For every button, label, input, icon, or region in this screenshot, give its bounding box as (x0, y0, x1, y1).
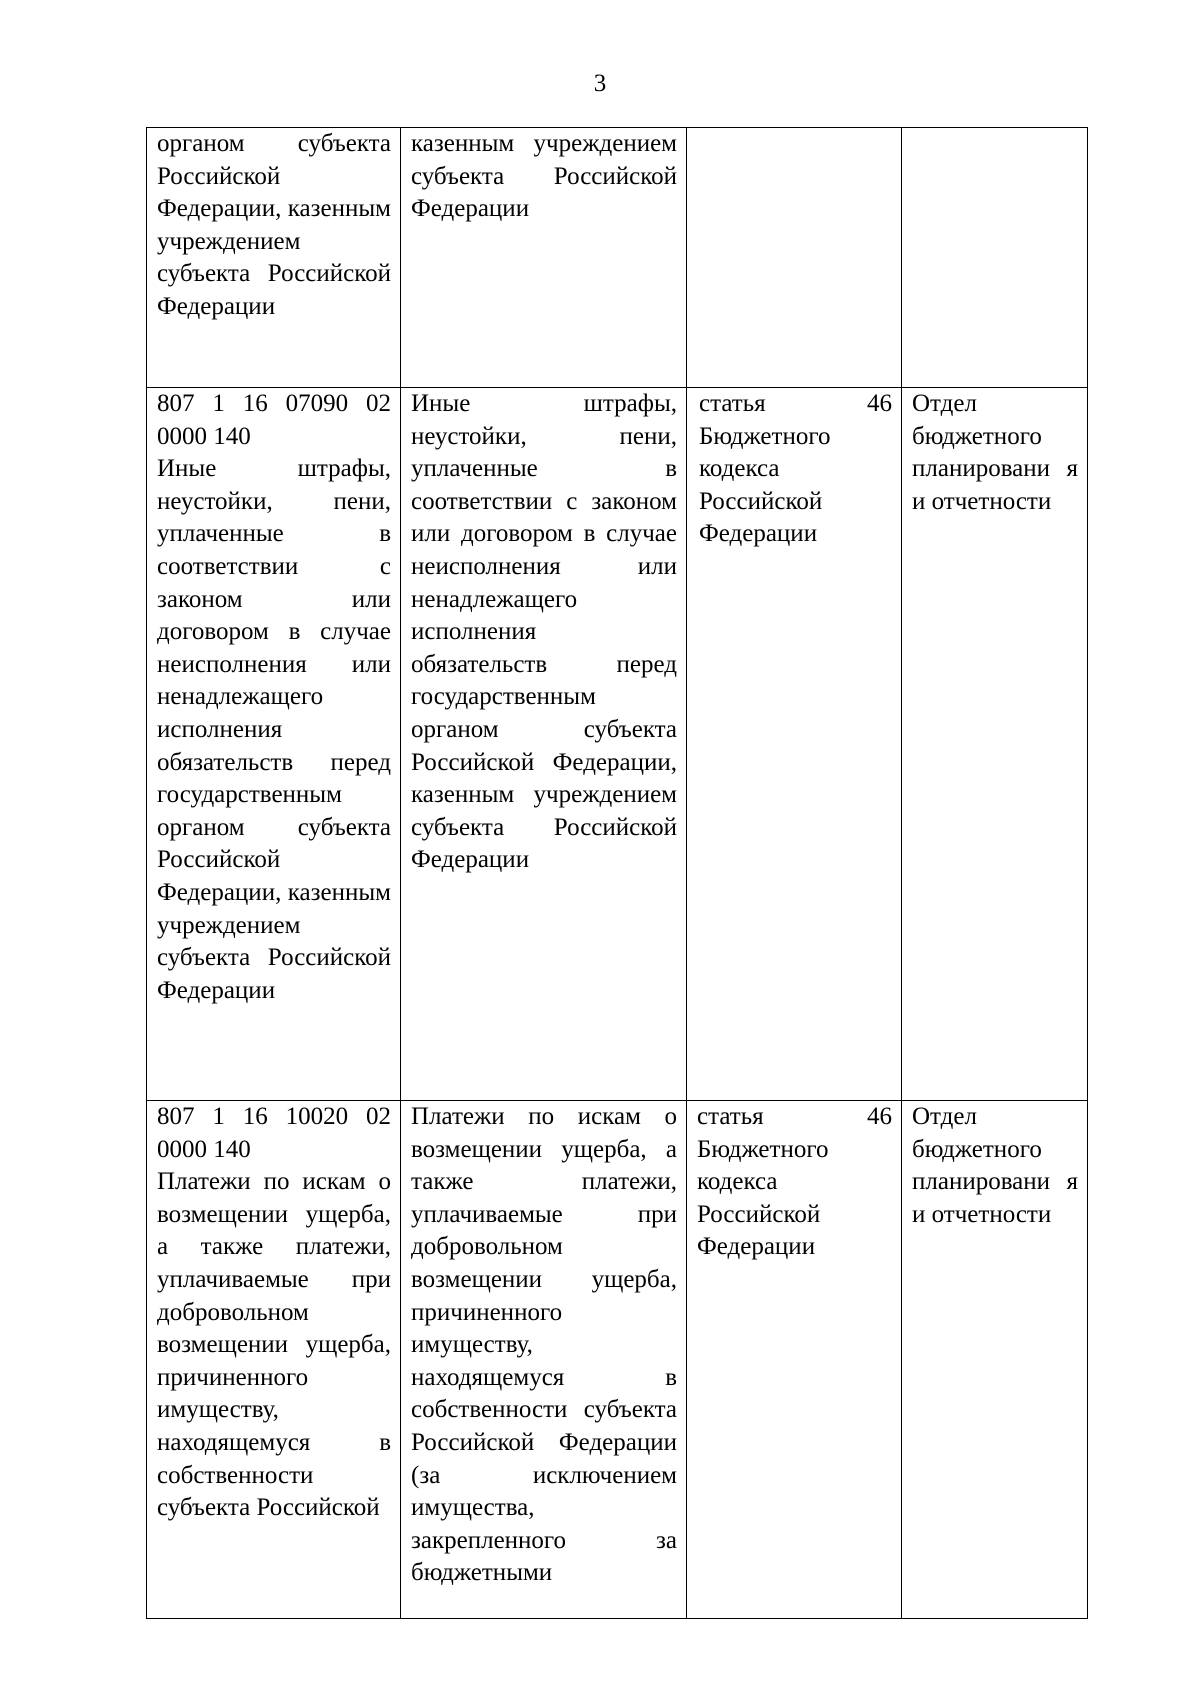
page-number: 3 (593, 70, 607, 97)
code-cell (147, 1101, 401, 1619)
legal-basis-cell (687, 128, 902, 388)
department-cell: Отдел бюджетного планировани я и отчетности (902, 388, 1088, 1101)
department-cell (902, 128, 1088, 388)
code-cell (147, 388, 401, 1101)
table-row (147, 388, 1088, 1101)
code-description: Иные штрафы, неустойки, пени, уплаченные в соответствии с законом или договором в случае неисполнения или ненадлежащего исполнения обязательств перед государственным органом субъекта Российской Федерации, казенным учреждением субъекта Российской Федерации (157, 455, 391, 1004)
name-cell: Иные штрафы, неустойки, пени, уплаченные в соответствии с законом или договором в случае неисполнения или ненадлежащего исполнения обязательств перед государственным органом субъекта Российской Федерации, казенным учреждением субъекта Российской Федерации (401, 388, 687, 1101)
name-cell: казенным учреждением субъекта Российской Федерации (401, 128, 687, 388)
code-description: органом субъекта Российской Федерации, казенным учреждением субъекта Российской Федерации (157, 130, 391, 320)
table-row (147, 128, 1088, 388)
legal-basis-cell: статья 46 Бюджетного кодекса Российской Федерации (687, 1101, 902, 1619)
code-description: Платежи по искам о возмещении ущерба, а также платежи, уплачиваемые при добровольном возмещении ущерба, причиненного имуществу, находящемуся в собственности субъекта Российской (157, 1168, 391, 1522)
revenue-codes-table (146, 127, 1088, 1619)
code-cell (147, 128, 401, 388)
legal-basis-cell: статья 46 Бюджетного кодекса Российской Федерации (687, 388, 902, 1101)
name-cell: Платежи по искам о возмещении ущерба, а также платежи, уплачиваемые при добровольном возмещении ущерба, причиненного имуществу, находящемуся в собственности субъекта Российской Федерации (за исключением имущества, закрепленного за бюджетными (401, 1101, 687, 1619)
table-row (147, 1101, 1088, 1619)
budget-code: 807 1 16 07090 02 0000 140 (157, 390, 391, 450)
department-cell: Отдел бюджетного планировани я и отчетности (902, 1101, 1088, 1619)
budget-code: 807 1 16 10020 02 0000 140 (157, 1103, 391, 1163)
